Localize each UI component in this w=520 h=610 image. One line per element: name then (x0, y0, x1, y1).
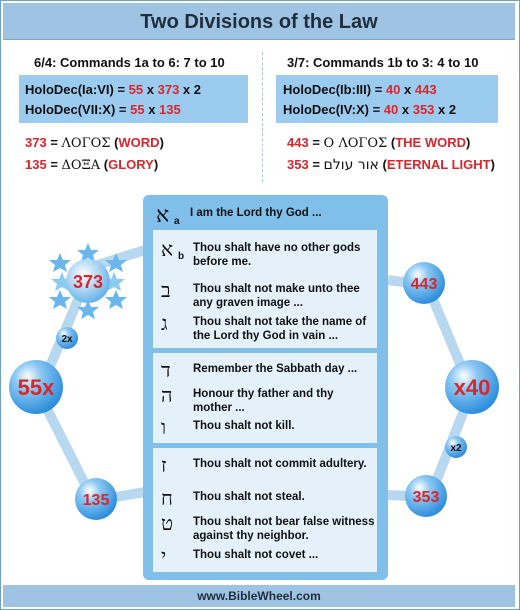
left-holodec-2: HoloDec(VII:X) = 55 x 135 (25, 102, 181, 117)
right-353-label: 353 (412, 489, 440, 506)
command-text: Thou shalt not make unto thee any graven image ... (193, 283, 360, 309)
right-x40-label: x40 (453, 375, 491, 400)
command-text: Remember the Sabbath day ... (193, 363, 358, 375)
hebrew-letter: ד (161, 358, 171, 382)
left-heading: 6/4: Commands 1a to 6: 7 to 10 (34, 55, 225, 70)
star-373-label: 373 (72, 272, 104, 292)
hebrew-letter: א (161, 237, 174, 261)
hebrew-letter: ט (161, 511, 174, 535)
command-text: Thou shalt not steal. (193, 491, 305, 503)
right-443-label: 443 (410, 276, 438, 293)
commands-panel-2 (153, 353, 377, 443)
right-equation-1: 443 = Ο ΛΟΓΟΣ (THE WORD) (287, 135, 471, 151)
right-holodec-1: HoloDec(Ib:III) = 40 x 443 (283, 82, 437, 97)
command-text: Honour thy father and thy mother ... (193, 388, 334, 414)
left-135-label: 135 (82, 492, 110, 509)
hebrew-letter: ו (161, 415, 167, 439)
hebrew-letter: ג (161, 311, 168, 335)
command-text: Thou shalt not commit adultery. (193, 458, 367, 470)
commands-panel-1 (153, 230, 377, 348)
footer-bar (3, 585, 515, 607)
right-equation-2: 353 = אור עולם (ETERNAL LIGHT) (287, 157, 495, 173)
left-2x-label: 2x (61, 334, 73, 345)
command-text: Thou shalt not take the name of the Lord thy God in vain ... (193, 316, 367, 342)
command-text: Thou shalt not covet ... (193, 549, 319, 561)
left-holodec-1: HoloDec(Ia:VI) = 55 x 373 x 2 (25, 82, 201, 97)
footer-url: www.BibleWheel.com (197, 589, 321, 603)
left-55x-label: 55x (17, 375, 55, 400)
hebrew-letter-aleph-a: א (156, 203, 170, 228)
command-text: Thou shalt not bear false witness against thy neighbor. (193, 516, 375, 542)
first-command-header (150, 200, 380, 228)
hebrew-letter: ז (161, 453, 167, 477)
commands-panel-3 (153, 448, 377, 572)
letter-subscript: b (178, 251, 185, 262)
hebrew-letter: ב (161, 278, 171, 302)
right-x2-label: x2 (450, 443, 462, 454)
right-heading: 3/7: Commands 1b to 3: 4 to 10 (287, 55, 479, 70)
command-text: Thou shalt not kill. (193, 420, 295, 432)
left-equation-1: 373 = ΛΟΓΟΣ (WORD) (25, 135, 164, 151)
page-title: Two Divisions of the Law (140, 11, 378, 33)
hebrew-letter: י (161, 544, 167, 568)
letter-subscript: a (174, 216, 180, 227)
command-text: I am the Lord thy God ... (190, 207, 322, 219)
command-text: Thou shalt have no other gods before me. (193, 242, 361, 268)
right-holodec-2: HoloDec(IV:X) = 40 x 353 x 2 (283, 102, 457, 117)
hebrew-letter: ה (161, 383, 173, 407)
left-equation-2: 135 = ΔΟΞΑ (GLORY) (25, 157, 159, 173)
hebrew-letter: ח (161, 486, 173, 510)
